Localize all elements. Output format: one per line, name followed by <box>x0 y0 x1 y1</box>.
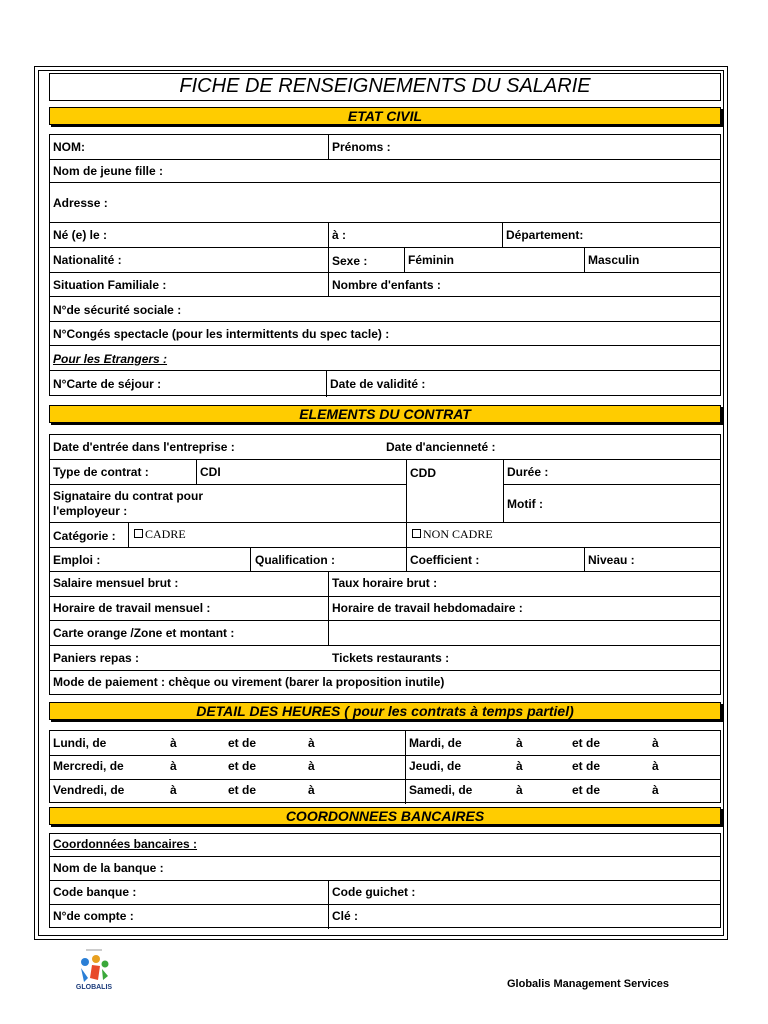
categorie-label: Catégorie : <box>53 529 116 543</box>
cle-label: Clé : <box>332 909 359 923</box>
mardi-a-2: à <box>652 736 659 750</box>
mardi-label: Mardi, de <box>409 736 462 750</box>
mode-paiement-label: Mode de paiement : chèque ou virement (barer la proposition inutile) <box>53 675 445 689</box>
duree-label: Durée : <box>507 465 549 479</box>
form-title: FICHE DE RENSEIGNEMENTS DU SALARIE <box>49 73 721 101</box>
nom-jeune-fille-label: Nom de jeune fille : <box>53 164 164 178</box>
mardi-et-de: et de <box>572 736 601 750</box>
mercredi-a-2: à <box>308 759 315 773</box>
mercredi-a-1: à <box>170 759 177 773</box>
numero-compte-label: N°de compte : <box>53 909 134 923</box>
lundi-label: Lundi, de <box>53 736 107 750</box>
section-etat-civil: ETAT CIVIL <box>49 107 721 125</box>
section-contrat: ELEMENTS DU CONTRAT <box>49 405 721 423</box>
nombre-enfants-label: Nombre d'enfants : <box>332 278 441 292</box>
mercredi-label: Mercredi, de <box>53 759 124 773</box>
niveau-label: Niveau : <box>588 553 635 567</box>
coefficient-label: Coefficient : <box>410 553 480 567</box>
section-heures: DETAIL DES HEURES ( pour les contrats à temps partiel) <box>49 702 721 720</box>
contrat-table <box>49 434 721 695</box>
motif-label: Motif : <box>507 497 543 511</box>
situation-familiale-label: Situation Familiale : <box>53 278 167 292</box>
departement-label: Département: <box>506 228 584 242</box>
qualification-label: Qualification : <box>255 553 336 567</box>
cadre-label: CADRE <box>145 527 186 541</box>
non-cadre-option[interactable] <box>412 527 493 541</box>
heures-table <box>49 730 721 803</box>
samedi-et-de: et de <box>572 783 601 797</box>
carte-orange-label: Carte orange /Zone et montant : <box>53 626 235 640</box>
section-bancaires: COORDONNEES BANCAIRES <box>49 807 721 825</box>
ne-le-label: Né (e) le : <box>53 228 108 242</box>
taux-horaire-label: Taux horaire brut : <box>332 576 438 590</box>
mardi-a-1: à <box>516 736 523 750</box>
non-cadre-checkbox[interactable] <box>412 529 421 538</box>
nom-label: NOM: <box>53 140 85 154</box>
coordonnees-bancaires-label: Coordonnées bancaires : <box>53 837 198 851</box>
lieu-naissance-label: à : <box>332 228 347 242</box>
horaire-mensuel-label: Horaire de travail mensuel : <box>53 601 211 615</box>
paniers-label: Paniers repas : <box>53 651 140 665</box>
date-validite-label: Date de validité : <box>330 377 426 391</box>
tickets-label: Tickets restaurants : <box>332 651 450 665</box>
cadre-option[interactable] <box>134 527 186 541</box>
sexe-label: Sexe : <box>332 254 368 268</box>
samedi-a-1: à <box>516 783 523 797</box>
etrangers-label: Pour les Etrangers : <box>53 352 168 366</box>
vendredi-et-de: et de <box>228 783 257 797</box>
feminin-label: Féminin <box>408 253 455 267</box>
masculin-label: Masculin <box>588 253 640 267</box>
conges-spectacle-label: N°Congés spectacle (pour les intermittents du spec tacle) : <box>53 327 390 341</box>
nom-banque-label: Nom de la banque : <box>53 861 164 875</box>
footer-company: Globalis Management Services <box>507 978 670 990</box>
cdi-label: CDI <box>200 465 221 479</box>
jeudi-a-2: à <box>652 759 659 773</box>
jeudi-a-1: à <box>516 759 523 773</box>
logo-text: GLOBALIS <box>75 984 113 991</box>
salaire-label: Salaire mensuel brut : <box>53 576 179 590</box>
code-guichet-label: Code guichet : <box>332 885 416 899</box>
jeudi-label: Jeudi, de <box>409 759 462 773</box>
adresse-label: Adresse : <box>53 196 108 210</box>
vendredi-label: Vendredi, de <box>53 783 125 797</box>
mercredi-et-de: et de <box>228 759 257 773</box>
horaire-hebdo-label: Horaire de travail hebdomadaire : <box>332 601 523 615</box>
vendredi-a-2: à <box>308 783 315 797</box>
signataire-label-line2: l'employeur : <box>53 504 128 518</box>
signataire-label-line1: Signataire du contrat pour <box>53 489 204 503</box>
samedi-label: Samedi, de <box>409 783 473 797</box>
date-entree-label: Date d'entrée dans l'entreprise : <box>53 440 235 454</box>
etat-civil-table <box>49 134 721 396</box>
type-contrat-label: Type de contrat : <box>53 465 149 479</box>
jeudi-et-de: et de <box>572 759 601 773</box>
cadre-checkbox[interactable] <box>134 529 143 538</box>
nationalite-label: Nationalité : <box>53 253 122 267</box>
samedi-a-2: à <box>652 783 659 797</box>
non-cadre-label: NON CADRE <box>423 527 493 541</box>
code-banque-label: Code banque : <box>53 885 137 899</box>
cdd-label: CDD <box>410 466 436 480</box>
lundi-a-1: à <box>170 736 177 750</box>
prenoms-label: Prénoms : <box>332 140 391 154</box>
lundi-et-de: et de <box>228 736 257 750</box>
carte-sejour-label: N°Carte de séjour : <box>53 377 162 391</box>
bancaires-table <box>49 833 721 928</box>
date-anciennete-label: Date d'ancienneté : <box>386 440 496 454</box>
secu-label: N°de sécurité sociale : <box>53 303 182 317</box>
lundi-a-2: à <box>308 736 315 750</box>
emploi-label: Emploi : <box>53 553 101 567</box>
vendredi-a-1: à <box>170 783 177 797</box>
